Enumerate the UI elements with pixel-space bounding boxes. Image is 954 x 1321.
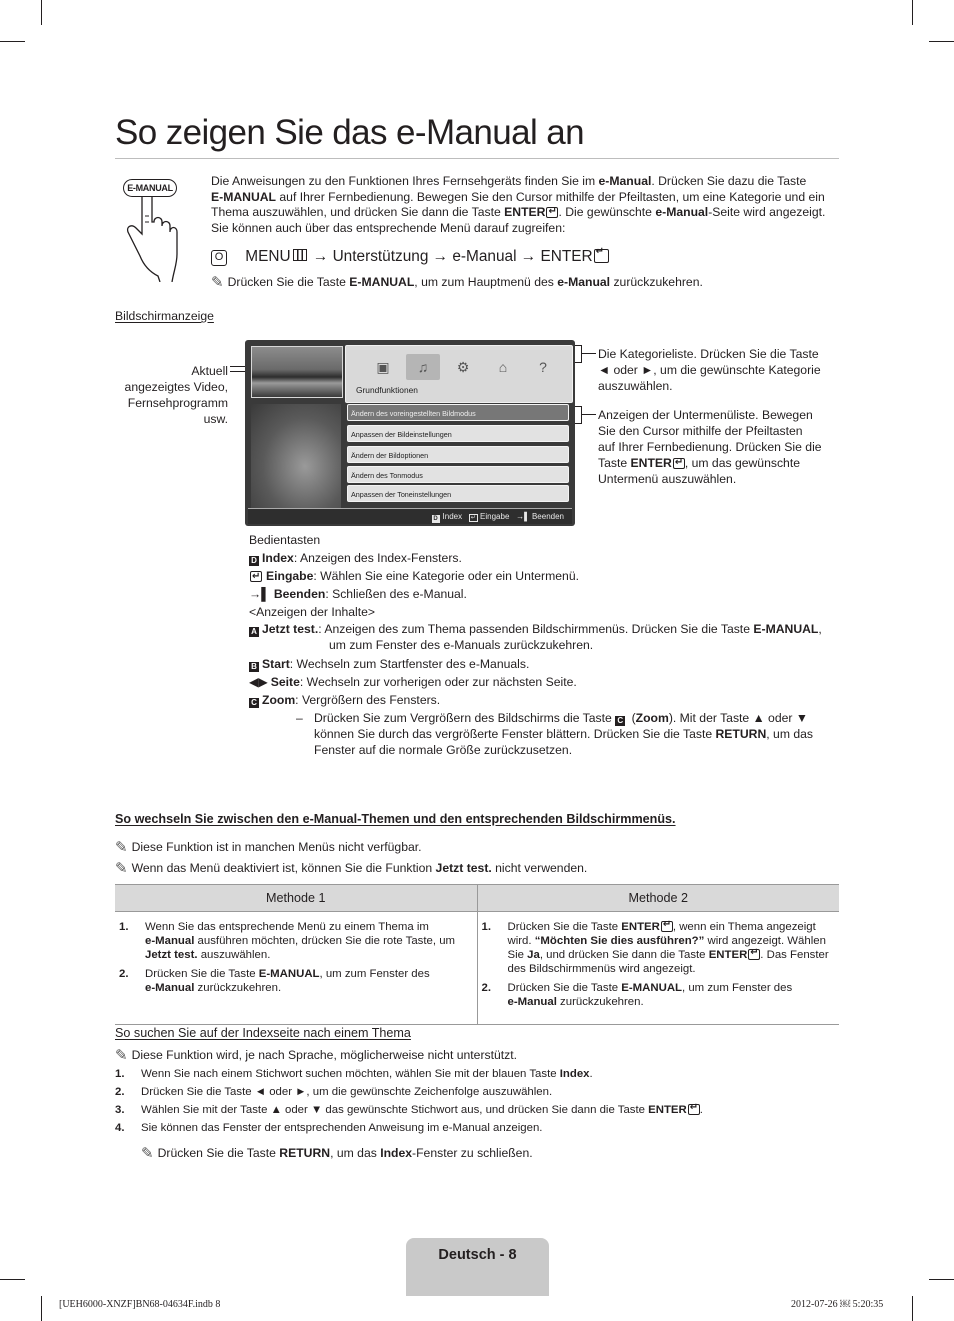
category-help-icon[interactable]: ? [539, 359, 547, 375]
submenu-item[interactable]: Ändern des voreingestellten Bildmodus [347, 404, 569, 421]
submenu-item[interactable]: Anpassen der Bildeinstellungen [347, 425, 569, 442]
index-heading: So suchen Sie auf der Indexseite nach einem Thema [115, 1026, 411, 1040]
footer-date: 2012-07-26 ￼ 5:20:35 [791, 1299, 884, 1310]
enter-icon [250, 571, 262, 582]
callout-submenu: Anzeigen der Untermenüliste. Bewegen Sie den Cursor mithilfe der Pfeiltasten auf Ihrer Fernbedienung. Drücken Sie die Taste ENTER↵ , um das gewünschte Untermenü auszuwählen. [598, 407, 838, 487]
enter-icon [546, 207, 558, 218]
index-steps: 1. Wenn Sie nach einem Stichwort suchen möchten, wählen Sie mit der blauen Taste Index. 2. Drücken Sie die Taste ◄ oder ►, um die gewünschte Zeichenfolge auszuwählen. 3. Wählen Sie mit der Taste ▲ oder ▼ das gewünschte Stichwort aus, und drücken Sie dann die Taste ENTER↵ . 4. Sie können das Fenster der entsprechenden Anweisung im e-Manual anzeigen. [115, 1067, 835, 1139]
crop-mark [929, 41, 954, 42]
callout-video: Aktuell angezeigtes Video, Fernsehprogramm usw. [124, 364, 228, 426]
remote-hand-icon [120, 176, 180, 282]
index-key-icon: D [249, 556, 259, 566]
switch-notes: ✎ Diese Funktion ist in manchen Menüs nicht verfügbar. ✎ Wenn das Menü deaktiviert ist, können Sie die Funktion Jetzt test. nicht verwenden. [115, 839, 588, 877]
method1-header: Methode 1 [115, 885, 477, 912]
method2-header: Methode 2 [477, 885, 839, 912]
bottom-eingabe[interactable]: Eingabe [480, 512, 510, 521]
crop-mark [0, 1279, 25, 1280]
category-label: Grundfunktionen [356, 385, 418, 395]
e-manual-screen-mock [245, 340, 575, 526]
crop-mark [0, 41, 25, 42]
crop-mark [912, 1296, 913, 1321]
note-main: ✎ Drücken Sie die Taste E-MANUAL, um zum Hauptmenü des e-Manual zurückzukehren. [211, 274, 703, 291]
menu-path-icon: O [211, 250, 227, 266]
note-pencil-icon: ✎ [141, 1145, 154, 1162]
methods-table [115, 884, 839, 1025]
callout-bracket [575, 345, 582, 363]
menu-label: MENU [245, 248, 291, 265]
intro-paragraph: Die Anweisungen zu den Funktionen Ihres Fernsehgeräts finden Sie im e-Manual. Drücken Sie dazu die Taste E-MANUAL auf Ihrer Fernbedienung. Bewegen Sie den Cursor mithilfe der Pfeiltasten, um eine Kategorie und ein Thema auszuwählen, und drücken Sie dann die Taste ENTER↵ . Die gewünschte e-Manual-Seite wird angezeigt. Sie können auch über das entsprechende Menü darauf zugreifen: [211, 174, 841, 236]
enter-icon [748, 949, 760, 960]
c-key-icon: C [249, 698, 259, 708]
a-key-icon: A [249, 627, 259, 637]
submenu-item[interactable]: Ändern des Tonmodus [347, 466, 569, 483]
title-divider [115, 158, 839, 159]
category-settings-icon[interactable]: ⚙ [456, 358, 470, 375]
callout-line [582, 414, 596, 415]
screen-heading: Bildschirmanzeige [115, 309, 214, 323]
exit-icon: →▌ [249, 587, 270, 601]
footer-file: [UEH6000-XNZF]BN68-04634F.indb 8 [59, 1299, 221, 1310]
category-network-icon[interactable]: ⌂ [498, 359, 508, 375]
controls-description: Bedientasten D Index: Anzeigen des Index-Fensters. ↵Eingabe: Wählen Sie eine Kategorie oder ein Untermenü. →▌ Beenden: Schließen des e-Manual. <Anzeigen der Inhalte> A Jetzt test.: Anzeigen des zum Thema passenden Bildschirmmenüs. Drücken Sie die Taste E-MANUAL, um zum Fenster des e-Manuals zurückzukehren. B Start: Wechseln zum Startfenster des e-Manuals. ◀▶ Seite: Wechseln zur vorherigen oder zur nächsten Seite. C Zoom: Vergrößern des Fensters. – Drücken Sie zum Vergrößern des Bildschirms die Taste C (Zoom). Mit der Taste ▲ oder ▼ können Sie durch das vergrößerte Fenster blättern. Drücken Sie die Taste RETURN, um das Fenster auf die normale Größe zurückzusetzen. [249, 531, 839, 758]
note-pencil-icon: ✎ [115, 860, 128, 877]
method1-cell: 1. Wenn Sie das entsprechende Menü zu einem Thema im e-Manual ausführen möchten, drücken Sie die rote Taste, um Jetzt test. auszuwählen. 2. Drücken Sie die Taste E-MANUAL, um zum Fenster des e-Manual zurückzukehren. [115, 912, 477, 1025]
screen-art [251, 404, 341, 508]
note-pencil-icon: ✎ [115, 839, 128, 856]
menu-grid-icon [293, 249, 307, 261]
category-list [345, 345, 573, 403]
category-sound-icon[interactable]: ♫ [406, 354, 440, 380]
callout-line [582, 353, 596, 354]
switch-heading: So wechseln Sie zwischen den e-Manual-Themen und den entsprechenden Bildschirmmenüs. [115, 812, 676, 826]
crop-mark [929, 1279, 954, 1280]
note-pencil-icon: ✎ [115, 1047, 128, 1064]
submenu-item[interactable]: Anpassen der Toneinstellungen [347, 485, 569, 502]
crop-mark [41, 1296, 42, 1321]
video-thumbnail [251, 346, 343, 398]
submenu-item[interactable]: Ändern der Bildoptionen [347, 446, 569, 463]
screen-bottom-bar: D Index ↵ Eingabe →▌ Beenden [248, 508, 572, 524]
index-note-return: ✎ Drücken Sie die Taste RETURN, um das Index-Fenster zu schließen. [141, 1145, 533, 1162]
e-manual-button: E-MANUAL [123, 179, 177, 197]
callout-bracket [575, 406, 582, 424]
left-right-icon: ◀▶ [249, 675, 268, 689]
menu-path: O MENU → Unterstützung → e-Manual → ENTER↵ [211, 248, 609, 266]
page-title: So zeigen Sie das e-Manual an [115, 113, 585, 152]
enter-icon [661, 921, 673, 932]
page-number-tab: Deutsch - 8 [406, 1238, 549, 1296]
bottom-index[interactable]: Index [442, 512, 463, 521]
enter-icon [594, 249, 609, 263]
callout-category: Die Kategorieliste. Drücken Sie die Taste ◄ oder ►, um die gewünschte Kategorie auszuwählen. [598, 347, 821, 393]
enter-icon [673, 458, 685, 469]
note-pencil-icon: ✎ [211, 274, 224, 291]
crop-mark [912, 0, 913, 25]
category-picture-icon[interactable]: ▣ [376, 358, 390, 375]
index-note: ✎ Diese Funktion wird, je nach Sprache, möglicherweise nicht unterstützt. [115, 1047, 518, 1064]
enter-icon [688, 1104, 700, 1115]
bottom-beenden[interactable]: Beenden [531, 512, 564, 521]
crop-mark [41, 0, 42, 25]
method2-cell: 1. Drücken Sie die Taste ENTER↵ , wenn ein Thema angezeigt wird. “Möchten Sie dies ausführen?” wird angezeigt. Wählen Sie Ja, und drücken Sie dann die Taste ENTER↵ . Das Fenster des Bildschirmmenüs wird angezeigt. 2. Drücken Sie die Taste E-MANUAL, um zum Fenster des e-Manual zurückzukehren. [477, 912, 839, 1025]
c-key-icon: C [615, 716, 625, 726]
b-key-icon: B [249, 662, 259, 672]
